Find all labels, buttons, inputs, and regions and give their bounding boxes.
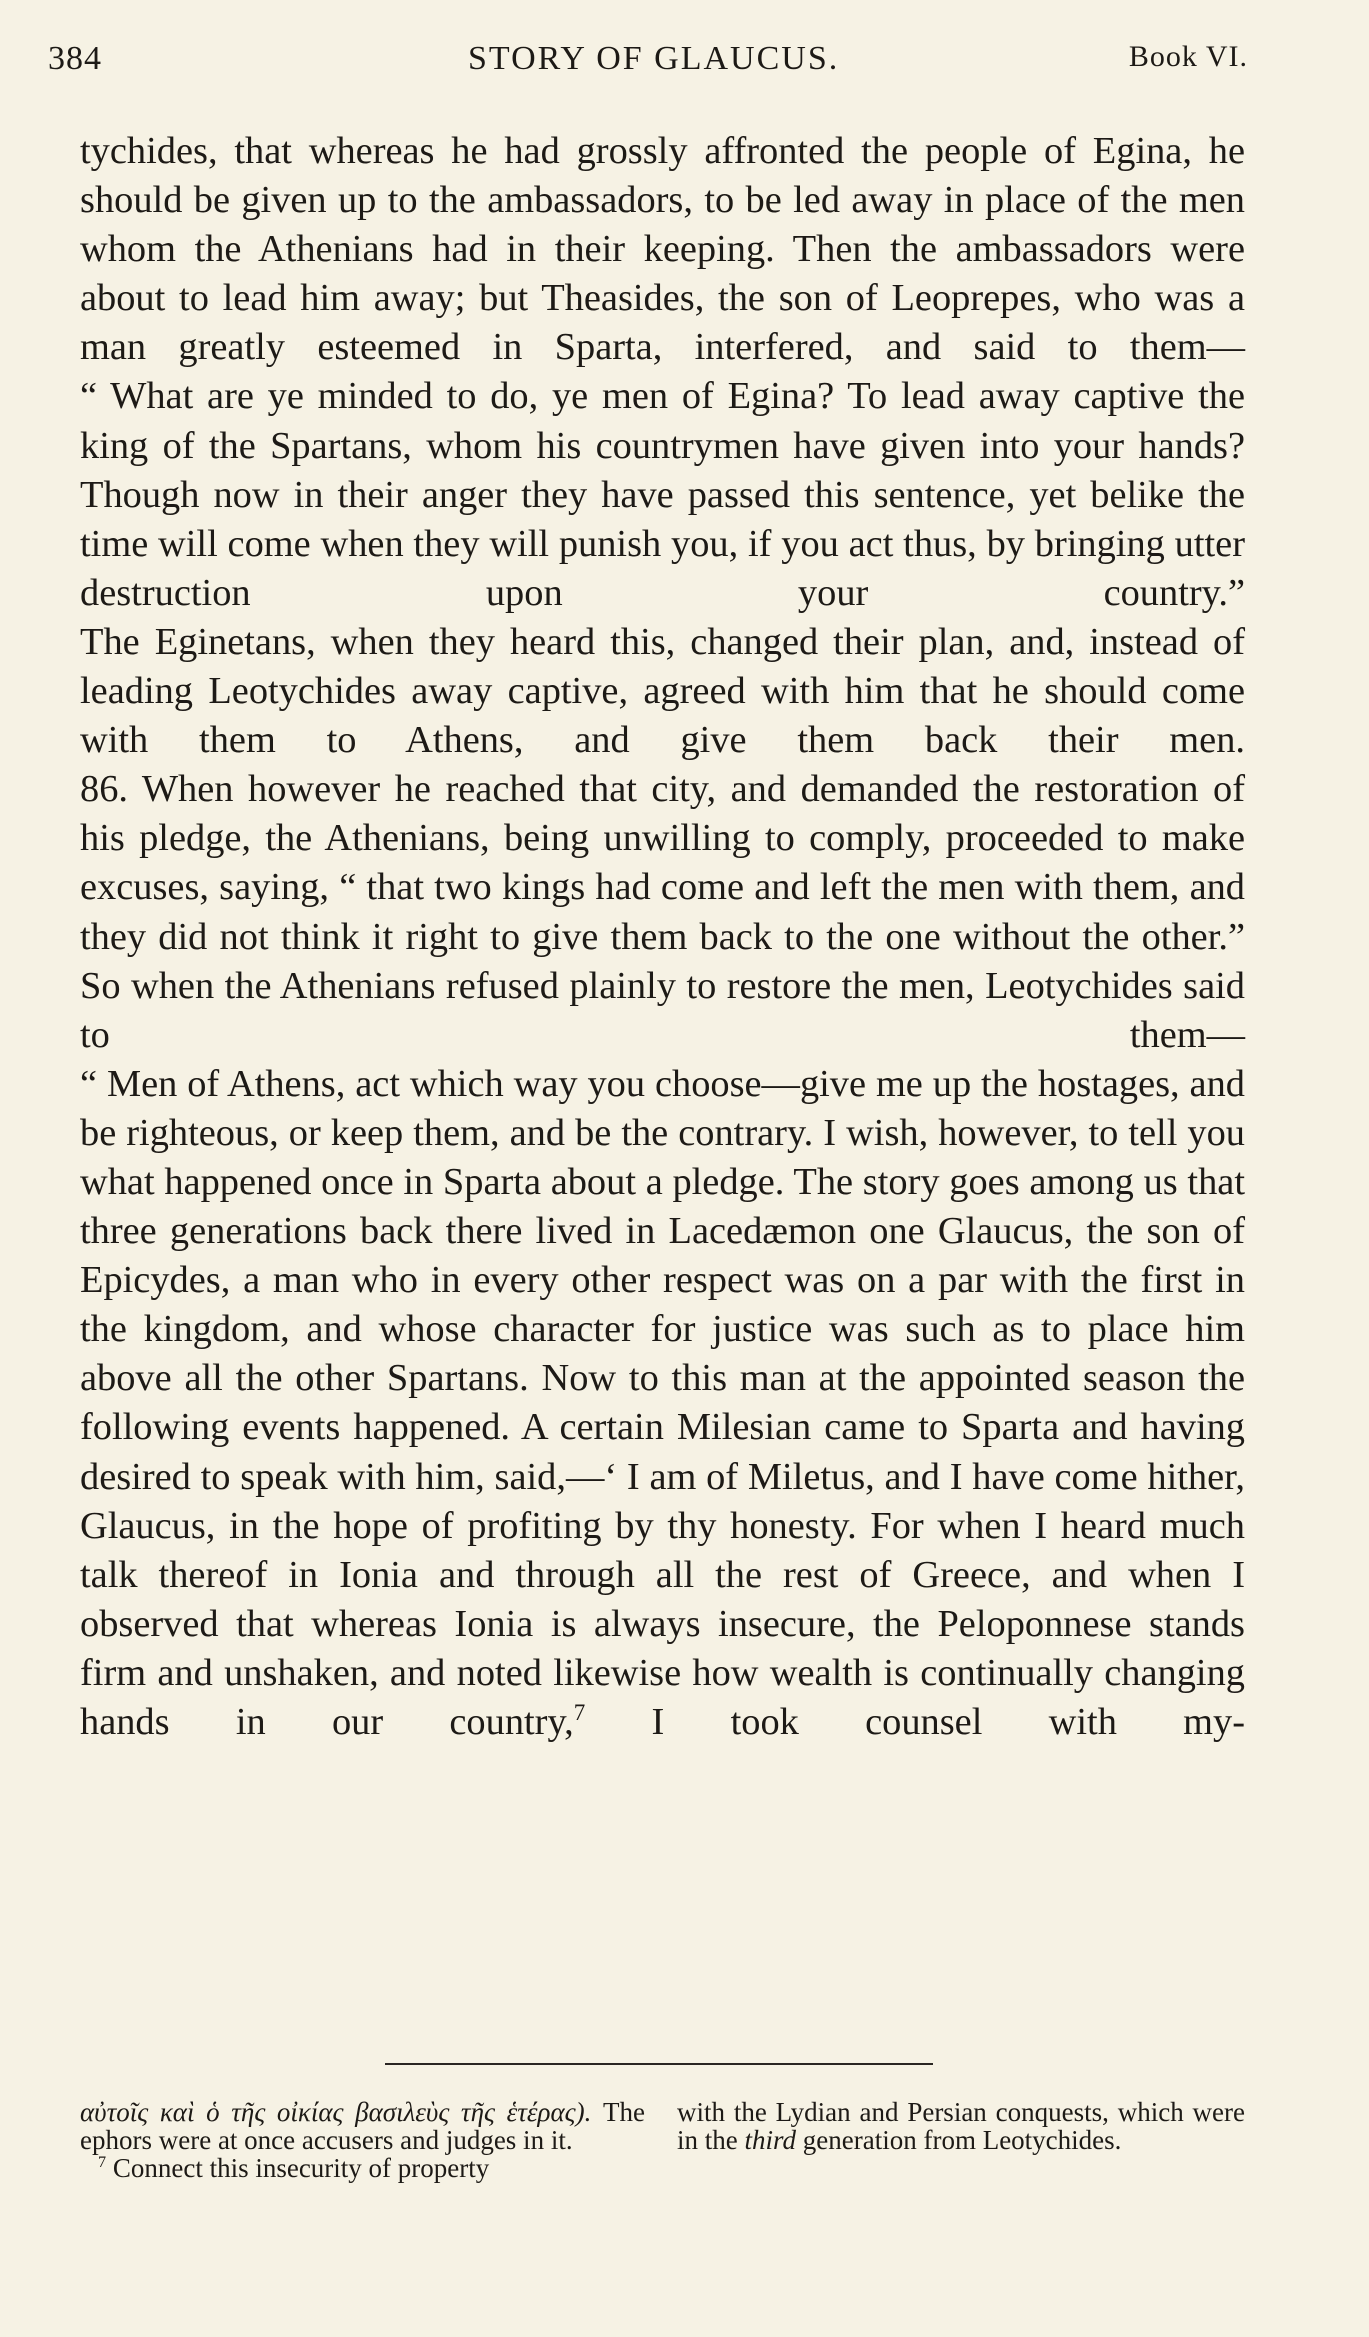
- running-head: [48, 40, 1248, 90]
- page-number: 384: [48, 40, 102, 77]
- paragraph-2: “ What are ye minded to do, ye men of Egina? To lead away captive the king of the Spartans, whom his countrymen have given into your hands? Though now in their anger they have passed this sentence, yet belike the time will come when they will punish you, if you act thus, by bringing utter destruction upon your country.”: [80, 375, 1245, 614]
- paragraph-5-text-a: “ Men of Athens, act which way you choose—give me up the hostages, and be righteous, or keep them, and be the contrary. I wish, however, to tell you what happened once in Sparta about a pledge. The story goes among us that three generations back there lived in Lacedæmon one Glaucus, the son of Epicydes, a man who in every other respect was on a par with the first in the kingdom, and whose character for justice was such as to place him above all the other Spartans. Now to this man at the appointed season the following events happened. A certain Milesian came to Sparta and having desired to speak with him, said,—‘ I am of Miletus, and I have come hither, Glaucus, in the hope of profiting by thy honesty. For when I heard much talk thereof in Ionia and through all the rest of Greece, and when I observed that whereas Ionia is always insecure, the Peloponnese stands firm and unshaken, and noted likewise how wealth is continually changing hands in our country,: [80, 1062, 1245, 1743]
- footnote-7-marker: 7: [98, 2153, 107, 2171]
- body-text: [80, 127, 1245, 1747]
- paragraph-1: tychides, that whereas he had grossly affronted the people of Egina, he should be given up to the ambassadors, to be led away in place of the men whom the Athenians had in their keeping. Then the ambassadors were about to lead him away; but Theasides, the son of Leoprepes, who was a man greatly esteemed in Sparta, interfered, and said to them—: [80, 130, 1245, 369]
- footnote-right-text-a: with the Lydian and Persian conquests, which were in the: [677, 2097, 1245, 2155]
- footnote-divider: [385, 2063, 933, 2065]
- page-title: STORY OF GLAUCUS.: [468, 40, 840, 77]
- footnote-7-continued: [677, 2098, 1245, 2154]
- footnote-7: [80, 2154, 645, 2182]
- footnote-column-left: [80, 2098, 645, 2182]
- footnote-continued: [80, 2098, 645, 2154]
- paragraph-3: The Eginetans, when they heard this, changed their plan, and, instead of leading Leotychides away captive, agreed with him that he should come with them to Athens, and give them back their men.: [80, 620, 1245, 762]
- book-label: Book VI.: [1128, 40, 1248, 73]
- paragraph-5-text-b: I took counsel with my-: [585, 1701, 1245, 1743]
- footnote-7-text: Connect this insecurity of property: [106, 2153, 490, 2183]
- paragraph-5: [80, 1060, 1245, 1747]
- paragraph-4: 86. When however he reached that city, and demanded the restoration of his pledge, the Athenians, being unwilling to comply, proceeded to make excuses, saying, “ that two kings had come and left the men with them, and they did not think it right to give them back to the one without the other.” So when the Athenians refused plainly to restore the men, Leotychides said to them—: [80, 768, 1245, 1056]
- footnote-column-right: [677, 2098, 1245, 2154]
- footnote-right-emphasis: third: [744, 2125, 797, 2155]
- footnote-right-text-b: generation from Leotychides.: [796, 2125, 1122, 2155]
- footnote-reference-7: 7: [573, 1699, 586, 1726]
- footnote-continued-text: The ephors were at once accusers and judges in it.: [80, 2097, 645, 2155]
- footnote-greek-text: αὐτοῖς καὶ ὁ τῆς οἰκίας βασιλεὺς τῆς ἑτέρας).: [80, 2097, 592, 2127]
